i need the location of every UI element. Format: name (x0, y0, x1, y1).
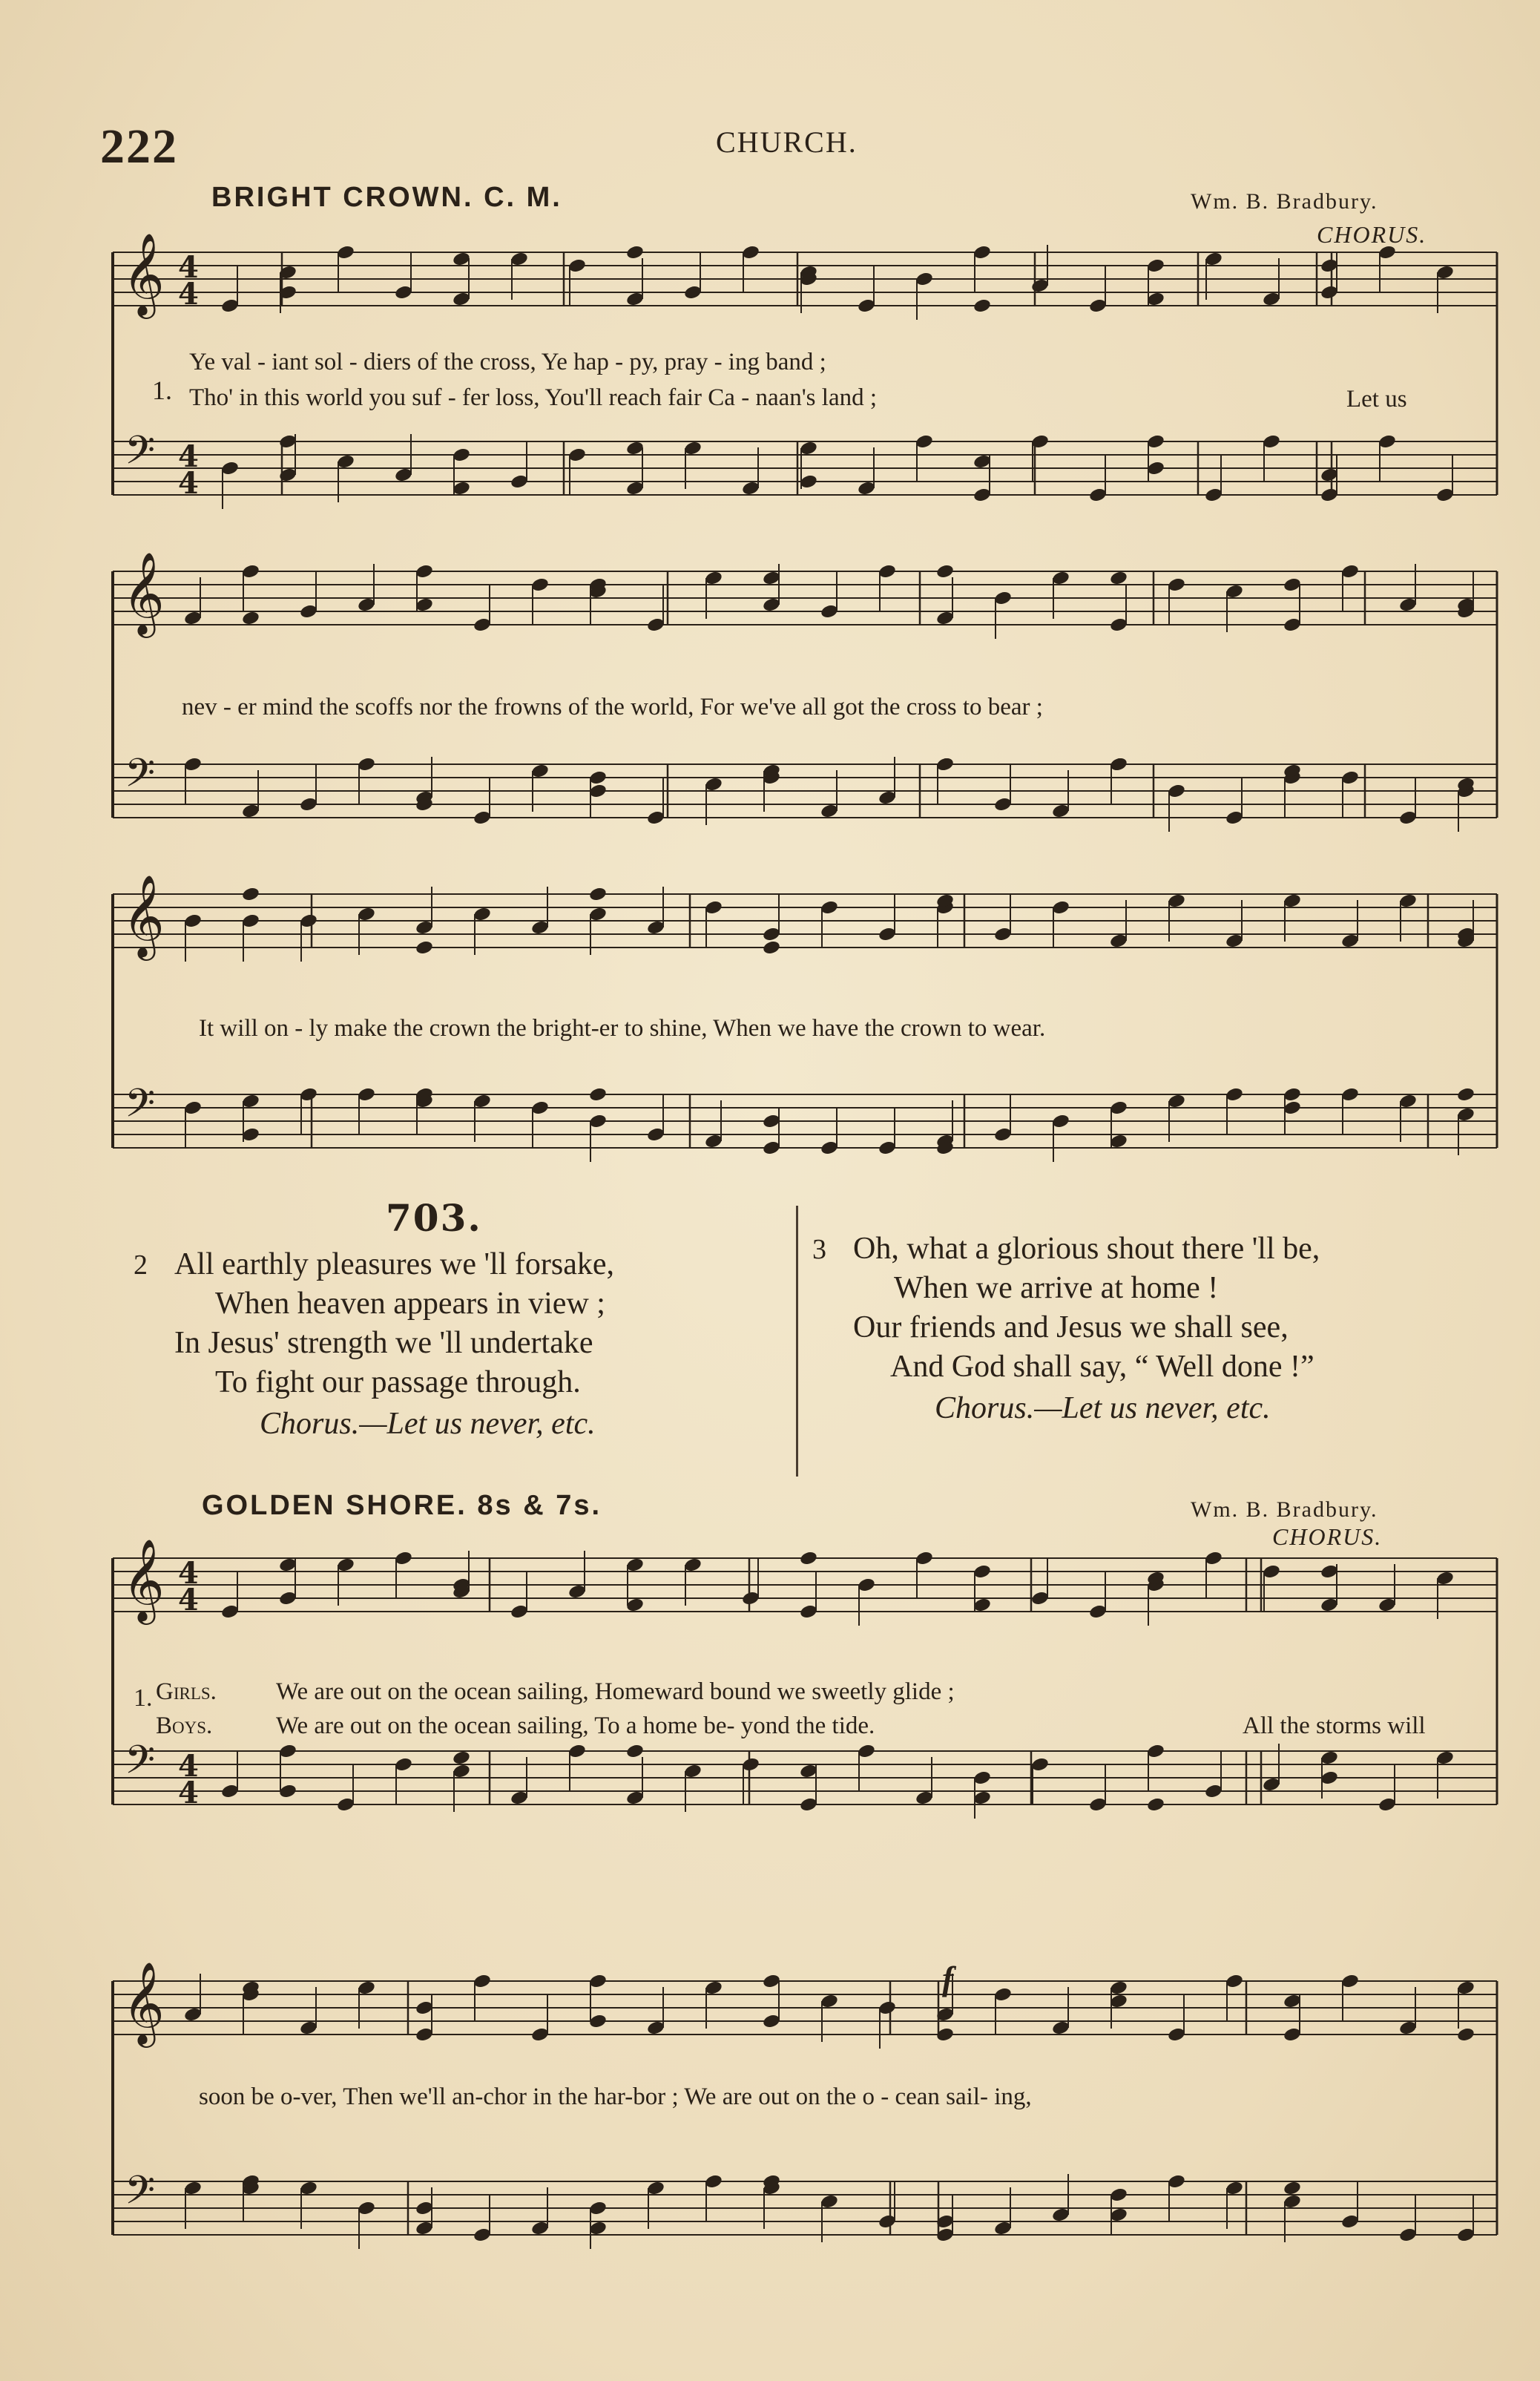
note-head (452, 1750, 471, 1766)
bass-clef: 𝄢 (125, 428, 156, 483)
note-head (241, 886, 260, 902)
dynamic-forte: f (942, 1960, 954, 1997)
time-signature: 4 (178, 439, 199, 474)
time-signature: 4 (178, 1749, 199, 1784)
page-number: 222 (100, 119, 178, 174)
note-head (1456, 1086, 1475, 1103)
note-head (588, 886, 608, 902)
lyric-line: nev - er mind the scoffs nor the frowns of the world, For we've all got the cross to bear ; (182, 694, 1043, 720)
verse-line: In Jesus' strength we 'll undertake (174, 1326, 593, 1360)
lyric-line: All the storms will (1243, 1712, 1426, 1739)
verse-number: 2 (134, 1249, 148, 1281)
note-head (1109, 570, 1128, 586)
bass-clef: 𝄢 (125, 751, 156, 806)
bass-clef: 𝄢 (125, 1081, 156, 1136)
lyric-line: Tho' in this world you suf - fer loss, You'll reach fair Ca - naan's land ; (189, 384, 878, 411)
chorus-label-bright-crown: CHORUS. (1317, 221, 1427, 248)
lyric-line: It will on - ly make the crown the bright-er to shine, When we have the crown to wear. (199, 1015, 1046, 1042)
note-head (799, 1550, 818, 1566)
treble-clef: 𝄞 (122, 551, 165, 634)
verse-number: 1. (152, 375, 172, 405)
bass-clef: 𝄢 (125, 2168, 156, 2223)
verse-line: All earthly pleasures we 'll forsake, (174, 1247, 615, 1281)
note-head (973, 298, 992, 314)
lyric-line: We are out on the ocean sailing, Homeward bound we sweetly glide ; (276, 1678, 955, 1705)
lyric-line: Let us (1346, 386, 1407, 413)
composer-golden-shore: Wm. B. Bradbury. (1191, 1497, 1378, 1522)
time-signature: 4 (178, 250, 199, 285)
verse-line: Our friends and Jesus we shall see, (853, 1310, 1289, 1344)
note-head (935, 563, 955, 579)
verse-line: To fight our passage through. (215, 1365, 581, 1399)
verse-line: And God shall say, “ Well done !” (890, 1350, 1314, 1384)
chorus-label-golden-shore: CHORUS. (1272, 1523, 1383, 1550)
chorus-reference: Chorus.—Let us never, etc. (260, 1407, 596, 1441)
note-head (762, 939, 781, 956)
lyric-line: soon be o-ver, Then we'll an-chor in the har-bor ; We are out on the o - cean sail- ing, (199, 2083, 1032, 2110)
tune-title-golden-shore: GOLDEN SHORE. 8s & 7s. (202, 1490, 602, 1521)
tune-title-bright-crown: BRIGHT CROWN. C. M. (211, 182, 562, 213)
composer-bright-crown: Wm. B. Bradbury. (1191, 189, 1378, 214)
time-signature: 4 (178, 466, 199, 501)
note-head (625, 244, 645, 260)
chorus-reference: Chorus.—Let us never, etc. (935, 1391, 1271, 1425)
part-label-boys: Boys. (156, 1712, 213, 1739)
hymn-number: 703. (386, 1196, 482, 1240)
note-head (415, 939, 434, 956)
treble-clef: 𝄞 (122, 1538, 165, 1621)
note-head (625, 1743, 645, 1759)
verse-line: When heaven appears in view ; (215, 1287, 605, 1321)
time-signature: 4 (178, 1556, 199, 1591)
lyric-line: We are out on the ocean sailing, To a home be- yond the tide. (276, 1712, 875, 1739)
treble-clef: 𝄞 (122, 874, 165, 957)
time-signature: 4 (178, 1583, 199, 1618)
bass-clef: 𝄢 (125, 1738, 156, 1793)
verse-line: When we arrive at home ! (894, 1271, 1219, 1305)
lyric-line: Ye val - iant sol - diers of the cross, Ye hap - py, pray - ing band ; (189, 349, 826, 375)
part-label-girls: Girls. (156, 1678, 217, 1705)
treble-clef: 𝄞 (122, 232, 165, 315)
treble-clef: 𝄞 (122, 1961, 165, 2044)
verse-number: 3 (812, 1234, 826, 1265)
time-signature: 4 (178, 277, 199, 312)
note-head (1456, 2026, 1475, 2043)
note-head (241, 610, 260, 626)
note-head (1283, 2180, 1302, 2196)
time-signature: 4 (178, 1776, 199, 1810)
page-header: CHURCH. (716, 125, 858, 159)
verse-line: Oh, what a glorious shout there 'll be, (853, 1232, 1320, 1266)
note-head (588, 1086, 608, 1103)
verse-number: 1. (134, 1684, 153, 1712)
note-head (1146, 1796, 1165, 1813)
